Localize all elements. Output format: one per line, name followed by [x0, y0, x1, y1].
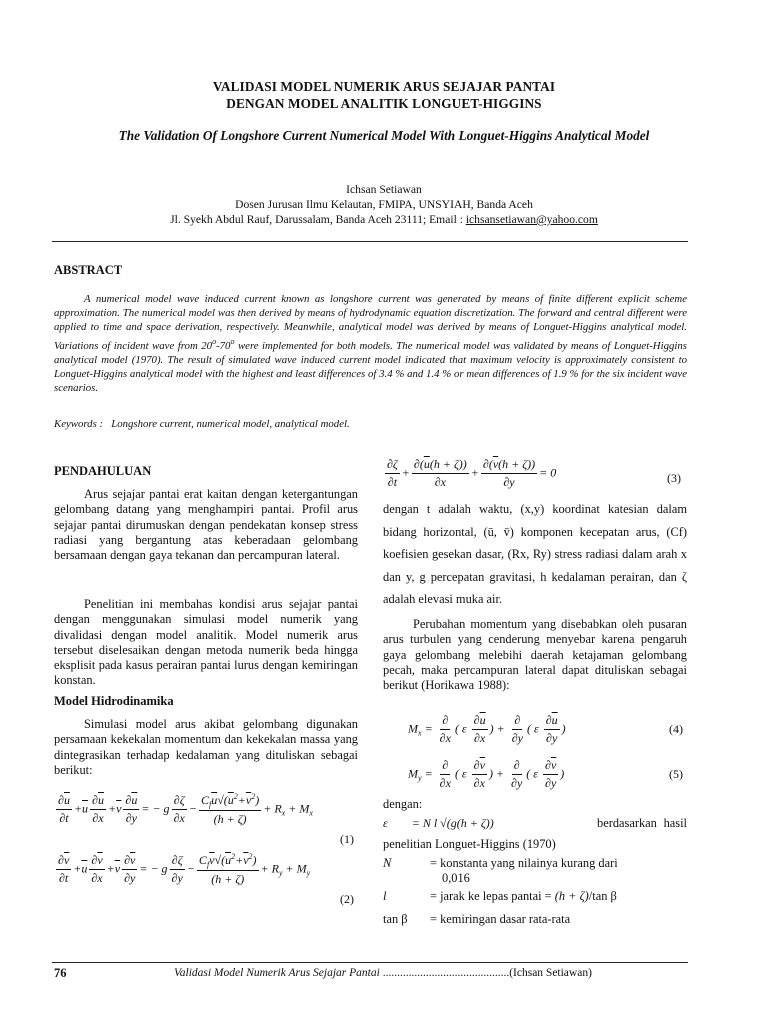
intro-paragraph-2: Penelitian ini membahas kondisi arus sejajar pantai dengan menggunakan simulasi model numerik yang divalidasi dengan model analitik. Model numerik arus tersebut diselesaikan dengan metoda numerik beda hingga eksplisit pada kasus perairan pantai lurus dengan kemiringan konstan. [54, 597, 358, 688]
keywords-label: Keywords : [54, 418, 104, 430]
section-heading-pendahuluan: PENDAHULUAN [54, 464, 152, 478]
def-tan-symbol: tan β [383, 912, 408, 926]
author-address [0, 212, 768, 227]
footer-divider [52, 962, 688, 963]
degree-mark: o [212, 336, 217, 346]
keywords-line [54, 418, 350, 430]
paper-title-line1: VALIDASI MODEL NUMERIK ARUS SEJAJAR PANTAI [212, 79, 556, 94]
lateral-mixing-paragraph: Perubahan momentum yang disebabkan oleh pusaran arus turbulen yang cenderung menyebar karena pengaruh gaya gelombang melebihi daerah ketajaman gelombang pecah, maka percampuran lateral dapat dituliskan sebagai berikut (Horikawa 1988): [383, 617, 687, 693]
abstract-heading: ABSTRACT [54, 263, 123, 277]
degree-mark: o [230, 336, 235, 346]
epsilon-equation: ε = N l √(g(h + ζ)) [383, 816, 494, 830]
section-heading-model: Model Hidrodinamika [54, 694, 174, 708]
footer-title: Validasi Model Numerik Arus Sejajar Pantai [174, 967, 383, 979]
equation-2: $\frac{\partial\overline{v}}{\partial t}$ $+\overline{u}$ $\frac{\partial\overline{v}}{\partial x}$ $+\overline{v}$ $\frac{\partial\overline{v}}{\partial y}$ = − g $\frac{\partial\zeta}{\partial y}$ − $\frac{C_f\overline{v}√(\overline{u}^2+\overline{v}^2)}{(h + \zeta)}$ + $R_y + M_y$ [58, 852, 311, 886]
header-divider [52, 241, 688, 242]
equation-4-number: (4) [669, 722, 683, 736]
def-N-text: = konstanta yang nilainya kurang dari [430, 856, 618, 870]
author-affiliation: Dosen Jurusan Ilmu Kelautan, FMIPA, UNSYIAH, Banda Aceh [235, 198, 533, 211]
def-l-symbol: l [383, 889, 387, 903]
equation-1: $\frac{\partial\overline{u}}{\partial t}$ $+\overline{u}$ $\frac{\partial\overline{u}}{\partial x}$ $+\overline{v}$ $\frac{\partial\overline{u}}{\partial y}$ = − g $\frac{\partial\zeta}{\partial x}$ − $\frac{C_f\overline{u}√(\overline{u}^2+\overline{v}^2)}{(h + \zeta)}$ + $R_x + M_x$ [58, 792, 313, 826]
footer-dots: ............................................ [382, 967, 510, 979]
epsilon-reference: penelitian Longuet-Higgins (1970) [383, 837, 556, 851]
variables-paragraph: dengan t adalah waktu, (x,y) koordinat katesian dalam bidang horizontal, (ū, v̄) komponen kecepatan arus, (Cf) koefisien gesekan dasar, (Rx, Ry) stress radiasi dalam arah x dan y, g percepatan gravitasi, h kedalaman perairan, dan ζ adalah elevasi muka air. [383, 502, 687, 606]
def-l-tail: tan β [592, 889, 617, 903]
abstract-text-part2: were implemented for both models. The numerical model was validated by means of Longuet-Higgins analytical model (1970). The result of simulated wave induced current model indicated that maximum velocity is approximately consistent to Longuet-Higgins analytical model with the highest and least differences of 3.4 % and 1.4 % or mean differences of 1.9 % for the six incident wave scenarios. [54, 339, 687, 395]
footer-author: (Ichsan Setiawan) [509, 967, 592, 979]
equation-1-number: (1) [340, 832, 354, 846]
abstract-body [54, 292, 687, 395]
paper-title-line2: DENGAN MODEL ANALITIK LONGUET-HIGGINS [226, 96, 542, 111]
running-footer [174, 967, 592, 979]
author-name: Ichsan Setiawan [346, 183, 422, 196]
english-title: The Validation Of Longshore Current Numerical Model With Longuet-Higgins Analytical Model [118, 128, 650, 143]
intro-paragraph-1: Arus sejajar pantai erat kaitan dengan ketergantungan gelombang datang yang menghampiri pantai. Profil arus sejajar pantai dirumuskan dengan pendekatan konsep stress radiasi yang bergantung atas keberadaan gelombang bersamaan dengan gaya tekanan dan percampuran lateral. [54, 487, 358, 563]
equation-5-number: (5) [669, 767, 683, 781]
equation-4: $M_x$ = $\frac{\partial}{\partial x}$ ( ε $\frac{\partial\overline{u}}{\partial x}$ ) + $\frac{\partial}{\partial y}$ ( ε $\frac{\partial\overline{u}}{\partial y}$ ) [408, 713, 566, 745]
email-link[interactable]: ichsansetiawan@yahoo.com [465, 213, 598, 226]
equation-3-number: (3) [667, 471, 681, 485]
address-text: Jl. Syekh Abdul Rauf, Darussalam, Banda Aceh 23111; Email : [170, 213, 466, 226]
equation-5: $M_y$ = $\frac{\partial}{\partial x}$ ( ε $\frac{\partial\overline{v}}{\partial x}$ ) + $\frac{\partial}{\partial y}$ ( ε $\frac{\partial\overline{v}}{\partial y}$ ) [408, 758, 565, 790]
abstract-text-part1: A numerical model wave induced current known as longshore current was generated by means of finite different explicit scheme approximation. The numerical model was then derived by means of hydrodynamic equation discretization. The forward and central different were applied to time and space derivation, respectively. Meanwhile, analytical model was derived by means of Longuet-Higgins analytical model. Variations of incident wave from 20 [54, 293, 687, 352]
epsilon-source: berdasarkan hasil [597, 816, 687, 830]
def-tan-text: = kemiringan dasar rata-rata [430, 912, 571, 926]
keywords-text: Longshore current, numerical model, analytical model. [111, 418, 350, 430]
equation-2-number: (2) [340, 892, 354, 906]
equation-3: $\frac{\partial\zeta}{\partial t}$ + $\frac{\partial(\overline{u}(h + \zeta))}{\partial x}$ + $\frac{\partial(\overline{v}(h + \zeta))}{\partial y}$ = 0 [387, 457, 557, 489]
def-l-label: = jarak ke lepas pantai = [430, 889, 552, 903]
page-number: 76 [54, 966, 67, 980]
def-l-text: = jarak ke lepas pantai = (h + ζ)/tan β [430, 889, 617, 903]
def-N-symbol: N [383, 856, 392, 870]
angle-range: -70 [216, 339, 231, 352]
def-N-value: 0,016 [442, 871, 470, 885]
model-paragraph: Simulasi model arus akibat gelombang digunakan persamaan kekekalan momentum dan kekekalan massa yang dintegrasikan terhadap kedalaman yang dituliskan sebagai berikut: [54, 717, 358, 777]
dengan-label: dengan: [383, 797, 423, 811]
